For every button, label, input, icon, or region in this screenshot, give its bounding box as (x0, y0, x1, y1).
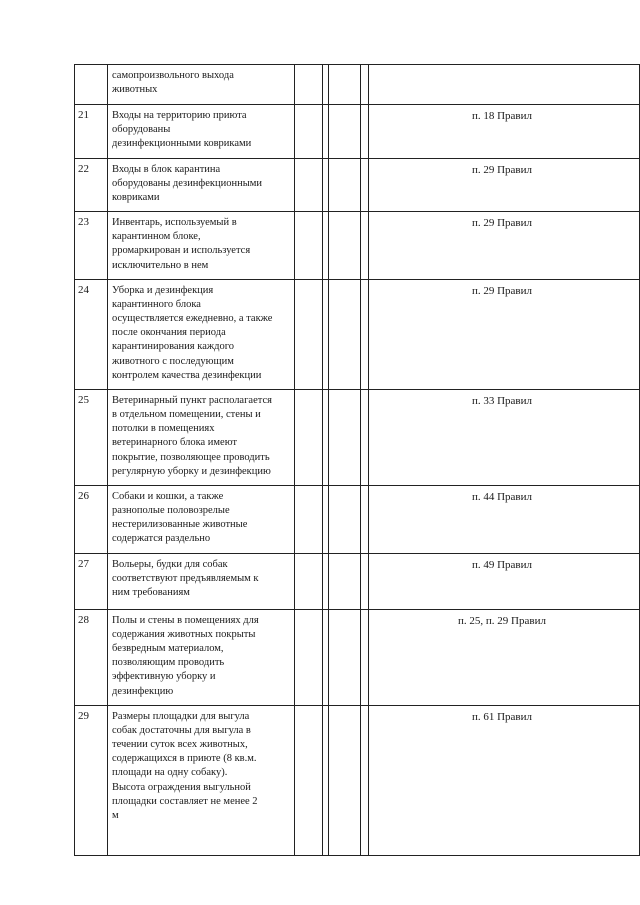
rule-reference: п. 33 Правил (369, 389, 640, 485)
row-number: 27 (75, 553, 108, 609)
requirement-text: Входы в блок карантина оборудованы дезинфекционными ковриками (108, 158, 295, 212)
answer-cell-extra[interactable] (361, 65, 369, 105)
answer-cell-yes[interactable] (295, 65, 323, 105)
table-row (75, 389, 640, 485)
answer-cell-na[interactable] (329, 279, 361, 389)
row-number (75, 65, 108, 105)
requirement-text: Входы на территорию приюта оборудованы дезинфекционными ковриками (108, 105, 295, 159)
table-row (75, 553, 640, 609)
answer-cell-na[interactable] (329, 705, 361, 855)
row-number: 28 (75, 609, 108, 705)
answer-cell-extra[interactable] (361, 158, 369, 212)
answer-cell-yes[interactable] (295, 485, 323, 553)
answer-cell-extra[interactable] (361, 609, 369, 705)
answer-cell-na[interactable] (329, 553, 361, 609)
table-row (75, 212, 640, 280)
requirement-text: Уборка и дезинфекция карантинного блока осуществляется ежедневно, а также после окончания периода карантинирования каждого животного с последующим контролем качества дезинфекции (108, 279, 295, 389)
answer-cell-yes[interactable] (295, 105, 323, 159)
answer-cell-na[interactable] (329, 485, 361, 553)
requirement-text: Вольеры, будки для собак соответствуют предъявляемым к ним требованиям (108, 553, 295, 609)
table-row (75, 279, 640, 389)
answer-cell-extra[interactable] (361, 105, 369, 159)
rule-reference: п. 29 Правил (369, 212, 640, 280)
table-row (75, 158, 640, 212)
table-row (75, 609, 640, 705)
answer-cell-yes[interactable] (295, 158, 323, 212)
row-number: 25 (75, 389, 108, 485)
rule-reference: п. 61 Правил (369, 705, 640, 855)
answer-cell-na[interactable] (329, 158, 361, 212)
answer-cell-na[interactable] (329, 212, 361, 280)
answer-cell-yes[interactable] (295, 389, 323, 485)
answer-cell-extra[interactable] (361, 212, 369, 280)
answer-cell-extra[interactable] (361, 553, 369, 609)
rule-reference: п. 49 Правил (369, 553, 640, 609)
requirement-text: Размеры площадки для выгула собак достаточны для выгула в течении суток всех животных, содержащихся в приюте (8 кв.м. площади на одну собаку). Высота ограждения выгульной площадки составляет не менее 2 м (108, 705, 295, 855)
table-row (75, 705, 640, 855)
table-row (75, 65, 640, 105)
answer-cell-yes[interactable] (295, 553, 323, 609)
row-number: 21 (75, 105, 108, 159)
table-row (75, 485, 640, 553)
rule-reference: п. 44 Правил (369, 485, 640, 553)
answer-cell-yes[interactable] (295, 705, 323, 855)
requirement-text: Полы и стены в помещениях для содержания животных покрыты безвредным материалом, позволяющим проводить эффективную уборку и дезинфекцию (108, 609, 295, 705)
rule-reference: п. 18 Правил (369, 105, 640, 159)
row-number: 23 (75, 212, 108, 280)
answer-cell-extra[interactable] (361, 279, 369, 389)
answer-cell-yes[interactable] (295, 212, 323, 280)
rule-reference: п. 25, п. 29 Правил (369, 609, 640, 705)
row-number: 29 (75, 705, 108, 855)
requirement-text: Ветеринарный пункт располагается в отдельном помещении, стены и потолки в помещениях ветеринарного блока имеют покрытие, позволяющее проводить регулярную уборку и дезинфекцию (108, 389, 295, 485)
row-number: 24 (75, 279, 108, 389)
requirement-text: Инвентарь, используемый в карантинном блоке, pромаркирован и используется исключительно в нем (108, 212, 295, 280)
row-number: 26 (75, 485, 108, 553)
answer-cell-na[interactable] (329, 105, 361, 159)
requirement-text: самопроизвольного выхода животных (108, 65, 295, 105)
answer-cell-yes[interactable] (295, 609, 323, 705)
checklist-table (74, 64, 640, 856)
requirement-text: Собаки и кошки, а также разнополые половозрелые нестерилизованные животные содержатся раздельно (108, 485, 295, 553)
rule-reference (369, 65, 640, 105)
answer-cell-extra[interactable] (361, 485, 369, 553)
answer-cell-na[interactable] (329, 65, 361, 105)
answer-cell-yes[interactable] (295, 279, 323, 389)
answer-cell-na[interactable] (329, 389, 361, 485)
answer-cell-na[interactable] (329, 609, 361, 705)
answer-cell-extra[interactable] (361, 389, 369, 485)
table-row (75, 105, 640, 159)
row-number: 22 (75, 158, 108, 212)
rule-reference: п. 29 Правил (369, 158, 640, 212)
rule-reference: п. 29 Правил (369, 279, 640, 389)
answer-cell-extra[interactable] (361, 705, 369, 855)
